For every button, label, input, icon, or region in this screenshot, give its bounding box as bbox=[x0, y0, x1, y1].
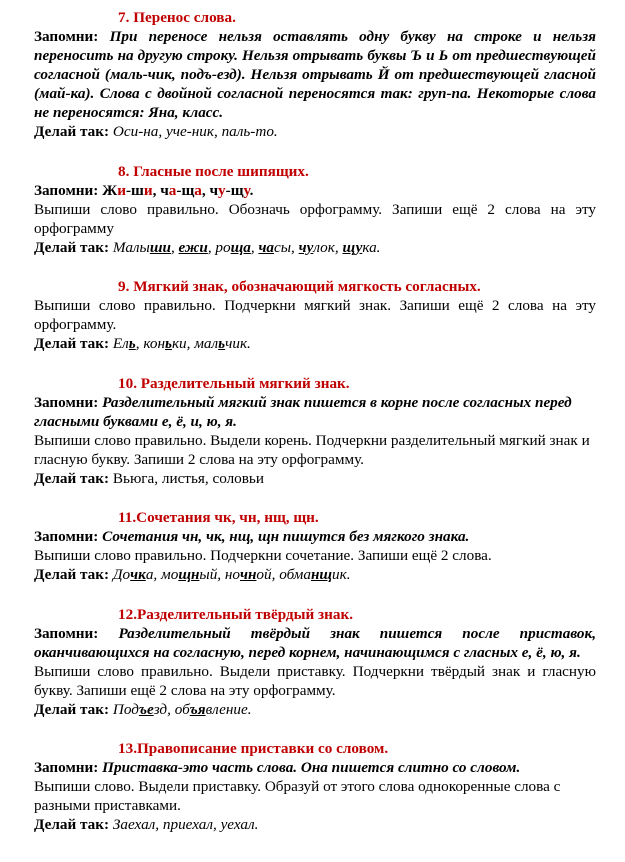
rule-part: , ч bbox=[201, 181, 219, 199]
rule-part: Ж bbox=[102, 181, 118, 199]
document-page bbox=[34, 8, 596, 855]
example-part: а, мо bbox=[145, 566, 179, 583]
section-8 bbox=[34, 162, 596, 257]
do-label: Делай так: bbox=[34, 566, 110, 583]
example-line bbox=[34, 334, 596, 353]
rule-part: -ш bbox=[125, 181, 144, 199]
rule-paragraph bbox=[34, 624, 596, 662]
section-title: 9. Мягкий знак, обозначающий мягкость согласных. bbox=[118, 278, 481, 295]
example-line bbox=[34, 469, 596, 488]
rule-vowel: у bbox=[243, 181, 250, 199]
example-part: зд, об bbox=[153, 700, 190, 718]
do-label: Делай так: bbox=[34, 238, 110, 256]
example-highlight: нщ bbox=[310, 566, 333, 583]
remember-label: Запомни: bbox=[34, 528, 99, 545]
rule-text: При переносе нельзя оставлять одну букву на строке и нельзя переносить на другую строку. Нельзя отрывать буквы Ъ и Ь от предшествующей согласной (маль-чик, подъ-езд). Нельзя отрывать Й от предшествующей гласной (май-ка). Слова с двойной согласной переносятся так: груп-па. Некоторые слова не переносятся: Яна, класс. bbox=[34, 28, 596, 121]
example-part: , ро bbox=[207, 238, 231, 256]
do-label: Делай так: bbox=[34, 700, 110, 718]
section-10 bbox=[34, 374, 596, 488]
example-part: , bbox=[154, 469, 162, 487]
task-text: Выпиши слово правильно. Подчеркни мягкий знак. Запиши ещё 2 слова на эту орфограмму. bbox=[34, 297, 596, 333]
rule-vowel: и bbox=[143, 181, 153, 199]
section-title: 8. Гласные после шипящих. bbox=[118, 162, 309, 180]
example-highlight: ъе bbox=[138, 700, 154, 718]
example-highlight: ежи bbox=[178, 238, 208, 256]
example-part: , bbox=[204, 469, 213, 487]
remember-label: Запомни: bbox=[34, 393, 99, 411]
example-part: лок, bbox=[313, 238, 343, 256]
example-part: До bbox=[112, 566, 131, 583]
section-title: 7. Перенос слова. bbox=[118, 9, 236, 26]
rule-paragraph bbox=[34, 181, 596, 200]
example-text bbox=[113, 470, 264, 487]
example-part: ой, обма bbox=[256, 566, 311, 583]
section-title: 13.Правописание приставки со словом. bbox=[118, 740, 389, 757]
do-label: Делай так: bbox=[34, 123, 110, 140]
example-part: ый, но bbox=[199, 566, 241, 583]
task-text: Выпиши слово правильно. Подчеркни сочетание. Запиши ещё 2 слова. bbox=[34, 547, 492, 564]
example-part: , bbox=[250, 238, 259, 256]
example-highlight: ъя bbox=[189, 700, 206, 718]
task-text: Выпиши слово правильно. Обозначь орфограмму. Запиши ещё 2 слова на эту орфограмму bbox=[34, 200, 596, 237]
rule-vowel: а bbox=[168, 181, 177, 199]
rule-text: Приставка-это часть слова. Она пишется слитно со словом. bbox=[102, 759, 521, 776]
rule-paragraph bbox=[34, 393, 596, 431]
section-7 bbox=[34, 8, 596, 141]
example-text bbox=[113, 566, 351, 583]
example-highlight: ь bbox=[218, 335, 226, 352]
do-label: Делай так: bbox=[34, 335, 110, 352]
rule-part: , ч bbox=[152, 181, 169, 199]
example-part: ик. bbox=[332, 566, 351, 583]
example-highlight: ща bbox=[230, 238, 251, 256]
example-part: , кон bbox=[135, 335, 165, 352]
task-text: Выпиши слово правильно. Выдели приставку. Подчеркни твёрдый знак и гласную букву. Запиши ещё 2 слова на эту орфограмму. bbox=[34, 662, 596, 699]
rule-text: Сочетания чн, чк, нщ, щн пишутся без мягкого знака. bbox=[102, 528, 470, 545]
example-line bbox=[34, 122, 596, 141]
example-line bbox=[34, 565, 596, 584]
rule-paragraph bbox=[34, 527, 596, 546]
example-part: листья bbox=[161, 469, 205, 487]
section-title: 12.Разделительный твёрдый знак. bbox=[118, 605, 354, 623]
example-highlight: чу bbox=[298, 238, 314, 256]
example-highlight: ши bbox=[149, 238, 171, 256]
rule-vowel: а bbox=[194, 181, 202, 199]
example-part: сы, bbox=[274, 238, 299, 256]
rule-part: -щ bbox=[225, 181, 244, 199]
section-title: 11.Сочетания чк, чн, нщ, щн. bbox=[118, 509, 319, 526]
task-text: Выпиши слово правильно. Выдели корень. Подчеркни разделительный мягкий знак и гласную букву. Запиши 2 слова на эту орфограмму. bbox=[34, 431, 590, 468]
rule-text bbox=[102, 182, 253, 199]
example-part: ки, мал bbox=[171, 335, 219, 352]
example-highlight: щу bbox=[342, 238, 363, 256]
remember-label: Запомни: bbox=[34, 759, 99, 776]
do-label: Делай так: bbox=[34, 816, 110, 833]
example-text: Заехал, приехал, уехал. bbox=[112, 816, 259, 833]
rule-vowel: у bbox=[218, 181, 226, 199]
example-part: Ел bbox=[112, 335, 129, 352]
example-highlight: ь bbox=[165, 335, 172, 352]
remember-label: Запомни: bbox=[34, 624, 99, 642]
example-text bbox=[113, 701, 252, 718]
example-text bbox=[113, 335, 251, 352]
example-text bbox=[113, 239, 381, 256]
section-9 bbox=[34, 277, 596, 353]
section-11 bbox=[34, 508, 596, 584]
example-part: соловьи bbox=[212, 469, 264, 487]
example-part: чик. bbox=[225, 335, 251, 352]
example-part: Вьюга bbox=[112, 469, 155, 487]
example-text: Оси-на, уче-ник, паль-то. bbox=[112, 123, 278, 140]
example-part: вление. bbox=[205, 700, 252, 718]
rule-vowel: и bbox=[117, 181, 126, 199]
rule-part: . bbox=[249, 181, 254, 199]
rule-text: Разделительный мягкий знак пишется в корне после согласных перед гласными буквами е, ё, и, ю, я. bbox=[34, 393, 572, 430]
task-text: Выпиши слово. Выдели приставку. Образуй от этого слова однокоренные слова с разными приставками. bbox=[34, 778, 561, 814]
example-highlight: чн bbox=[240, 566, 257, 583]
example-highlight: чк bbox=[130, 566, 146, 583]
do-label: Делай так: bbox=[34, 469, 110, 487]
example-part: ка. bbox=[362, 238, 381, 256]
section-13 bbox=[34, 739, 596, 834]
example-part: Малы bbox=[112, 238, 150, 256]
remember-label: Запомни: bbox=[34, 28, 99, 45]
example-part: , bbox=[170, 238, 179, 256]
example-line bbox=[34, 815, 596, 834]
example-line bbox=[34, 700, 596, 719]
rule-paragraph bbox=[34, 758, 596, 777]
example-part: Под bbox=[112, 700, 139, 718]
section-title: 10. Разделительный мягкий знак. bbox=[118, 374, 350, 392]
rule-part: -щ bbox=[176, 181, 195, 199]
example-highlight: ь bbox=[128, 335, 136, 352]
example-highlight: щн bbox=[178, 566, 200, 583]
example-highlight: ча bbox=[258, 238, 275, 256]
remember-label: Запомни: bbox=[34, 181, 99, 199]
example-line bbox=[34, 238, 596, 257]
rule-text: Разделительный твёрдый знак пишется после приставок, оканчивающихся на согласную, перед корнем, начинающимся с гласных е, ё, ю, я. bbox=[34, 624, 596, 661]
section-12 bbox=[34, 605, 596, 719]
rule-paragraph bbox=[34, 27, 596, 122]
